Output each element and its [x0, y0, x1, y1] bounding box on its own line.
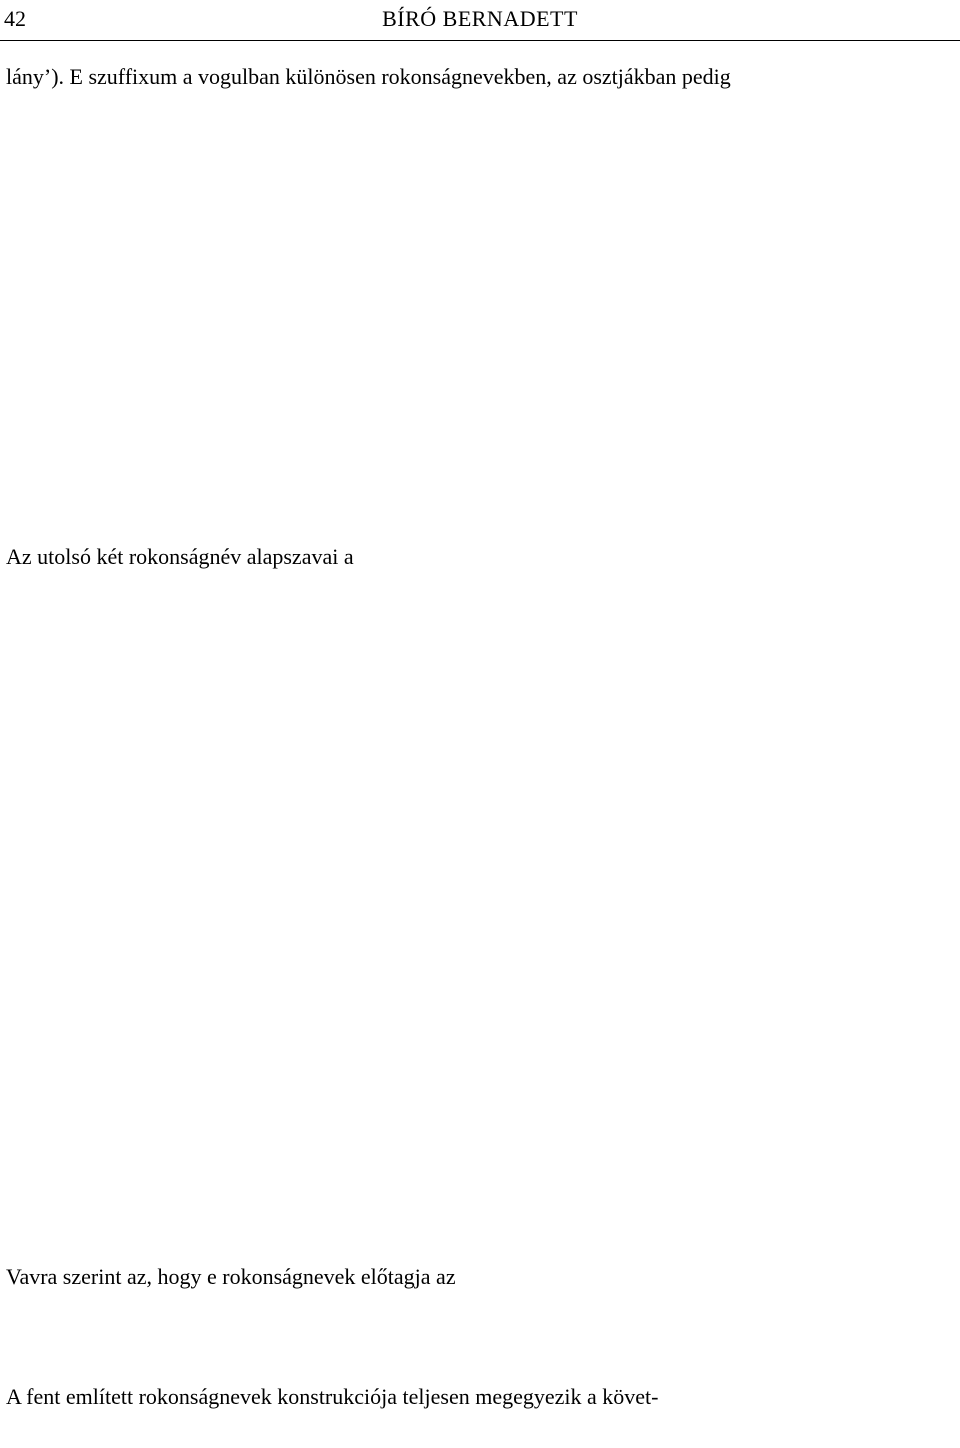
body-text-fragment: Az utolsó két rokonságnév alapszavai a — [6, 544, 354, 569]
header-rule — [0, 40, 960, 41]
page-header — [0, 0, 960, 40]
body-text-fragment: lány’). E szuffixum a vogulban különösen rokonságnevekben, az osztjákban pedig — [6, 64, 731, 89]
running-head: BÍRÓ BERNADETT — [382, 6, 578, 31]
body-text-fragment: Vavra szerint az, hogy e rokonságnevek előtagja az — [6, 1264, 456, 1289]
body-text-fragment: A fent említett rokonságnevek konstrukciója teljesen megegyezik a követ- — [6, 1384, 659, 1409]
page-number: 42 — [4, 6, 26, 31]
